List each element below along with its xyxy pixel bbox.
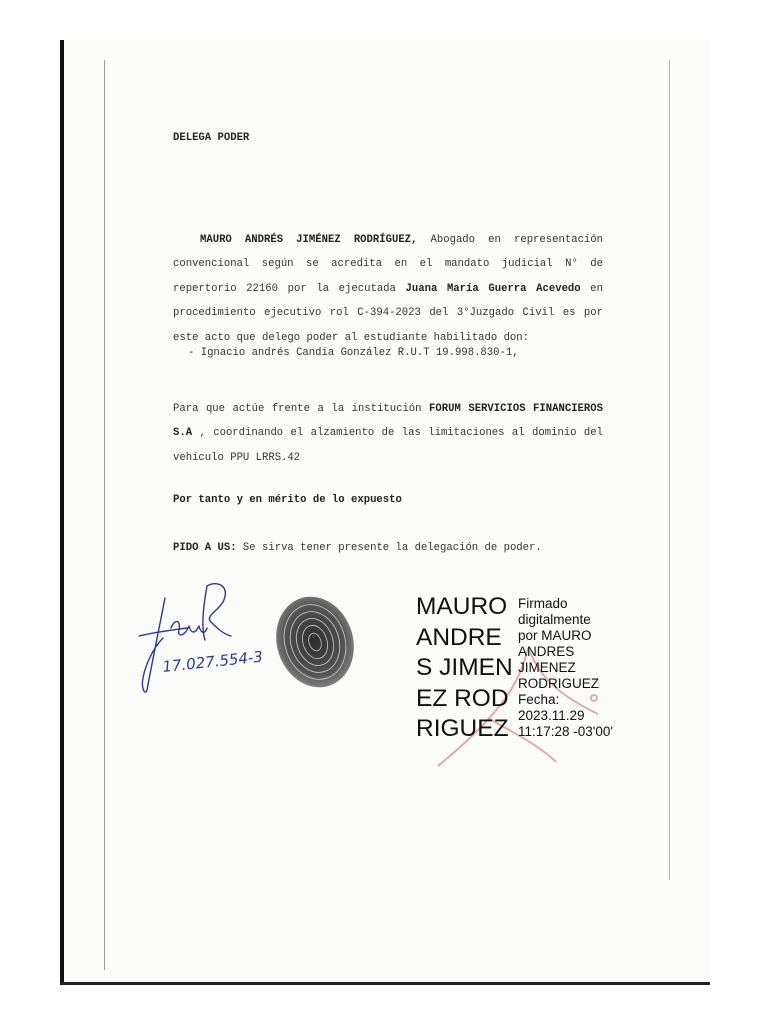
lawyer-name: MAURO ANDRÉS JIMÉNEZ RODRÍGUEZ, xyxy=(200,234,418,246)
signature-info-line: RODRIGUEZ xyxy=(518,676,599,691)
body-text-2: en procedimiento ejecutivo rol C-394-2023 del 3°Juzgado Civil es por este acto que delego poder al estudiante habilitado don: xyxy=(173,282,604,344)
signature-info-line: Firmado xyxy=(518,596,568,611)
signature-info-line: digitalmente xyxy=(518,612,591,627)
petition-text: Se sirva tener presente la delegación de poder. xyxy=(236,542,542,554)
fingerprint xyxy=(272,592,358,692)
institution-name: FORUM SERVICIOS FINANCIEROS S.A xyxy=(173,403,603,440)
delegate-list-item: - Ignacio andrés Candia González R.U.T 19.998.830-1, xyxy=(188,347,519,359)
digital-signature-info xyxy=(518,596,628,740)
left-margin-line xyxy=(104,60,105,970)
digital-signer-name: MAURO ANDRES JIMENEZ RODRIGUEZ xyxy=(416,593,513,742)
scan-left-edge xyxy=(60,40,64,985)
petition-line xyxy=(173,542,542,554)
fingerprint-shape xyxy=(272,592,358,692)
right-margin-line xyxy=(669,60,670,880)
body-paragraph xyxy=(173,228,603,350)
purpose-paragraph xyxy=(173,397,603,470)
signature-rut: 17.027.554-3 xyxy=(161,647,264,676)
signature-stroke xyxy=(203,584,231,640)
signature-info-line: 2023.11.29 xyxy=(518,708,585,723)
purpose-text-1: Para que actúe frente a la institución xyxy=(173,403,430,415)
signature-info-line: JIMENEZ xyxy=(518,660,576,675)
signature-stroke xyxy=(142,598,165,692)
body-text-1: Abogado en representación convencional según se acredita en el mandato judicial N° de repertorio 22160 por la ejecutada xyxy=(173,234,603,295)
closing-line: Por tanto y en mérito de lo expuesto xyxy=(173,494,402,506)
purpose-text-2: , coordinando el alzamiento de las limitaciones al dominio del vehículo PPU LRRS.42 xyxy=(173,427,603,464)
handwritten-signature xyxy=(135,578,270,696)
signature-stroke xyxy=(171,621,207,635)
document-heading: DELEGA PODER xyxy=(173,132,250,144)
signature-info-line: Fecha: xyxy=(518,692,560,707)
scanned-page xyxy=(60,40,710,985)
executed-party: Juana María Guerra Acevedo xyxy=(405,282,581,295)
signature-info-line: 11:17:28 -03'00' xyxy=(518,724,613,739)
petition-label: PIDO A US: xyxy=(173,542,237,554)
signature-info-line: por MAURO xyxy=(518,628,592,643)
signature-info-line: ANDRES xyxy=(518,644,575,659)
scan-bottom-edge xyxy=(60,982,710,985)
